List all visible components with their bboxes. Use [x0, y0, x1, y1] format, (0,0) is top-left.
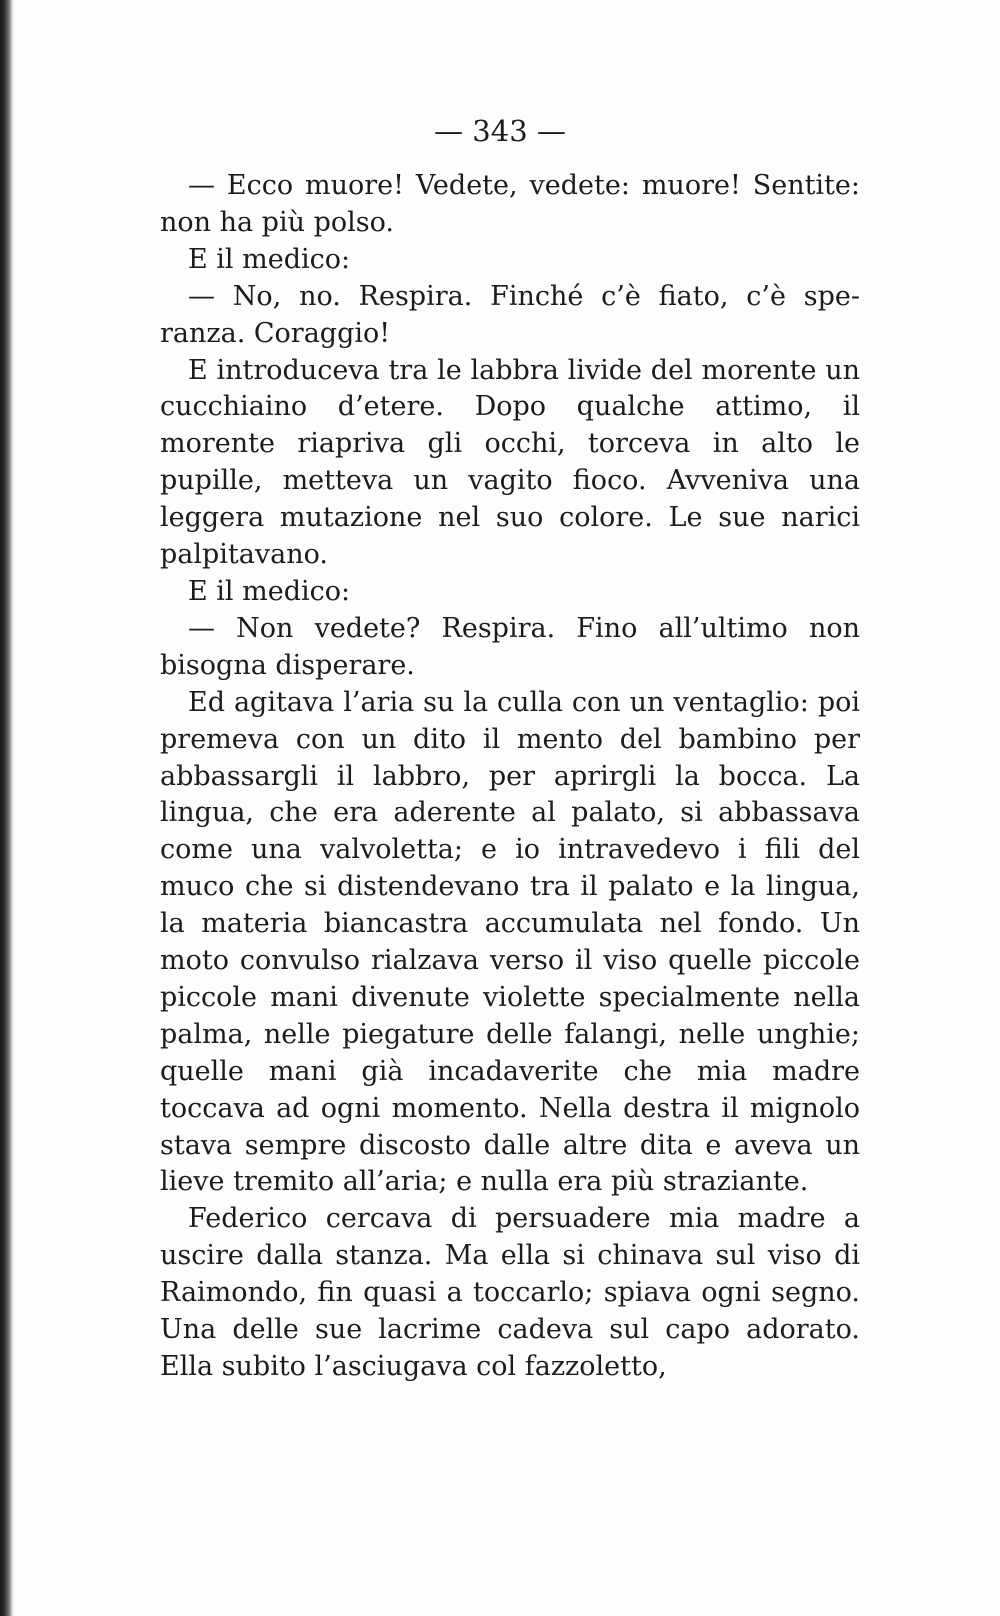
- body-text: [160, 168, 860, 1386]
- paragraph: — Non vedete? Respira. Fino all’ultimo non bisogna disperare.: [160, 612, 860, 681]
- paragraph: Ed agitava l’aria su la culla con un ventaglio: poi premeva con un dito il mento del bambino per abbassargli il labbro, per aprirgli la bocca. La lingua, che era aderente al palato, si abbassava come una valvoletta; e io intravedevo i fili del muco che si distendevano tra il palato e la lingua, la materia biancastra accumulata nel fondo. Un moto convulso rialzava verso il viso quelle piccole piccole mani divenute violette specialmente nella palma, nelle piegature delle falangi, nelle unghie; quelle mani già incadaverite che mia madre toccava ad ogni momento. Nella destra il mignolo stava sempre discosto dalle altre dita e aveva un lieve tremito all’aria; e nulla era più straziante.: [160, 686, 860, 1198]
- paragraph: Federico cercava di persuadere mia madre a uscire dalla stanza. Ma ella si chinava sul viso di Raimondo, fin quasi a toccarlo; spiava ogni segno. Una delle sue lacrime cadeva sul capo adorato. Ella subito l’asciugava col fazzoletto,: [160, 1203, 860, 1382]
- paragraph: E il medico:: [188, 575, 351, 607]
- paragraph: — No, no. Respira. Finché c’è fiato, c’è speranza. Coraggio!: [160, 280, 860, 349]
- paragraph: E introduceva tra le labbra livide del morente un cucchiaino d’etere. Dopo qualche attimo, il morente riapriva gli occhi, torceva in alto le pupille, metteva un vagito fioco. Avveniva una leggera mutazione nel suo colore. Le sue narici palpitavano.: [160, 354, 860, 571]
- paragraph: — Ecco muore! Vedete, vedete: muore! Sentite: non ha più polso.: [160, 170, 860, 238]
- page-number: — 343 —: [434, 114, 566, 148]
- page-binding-edge: [0, 0, 14, 1616]
- paragraph: E il medico:: [188, 243, 351, 275]
